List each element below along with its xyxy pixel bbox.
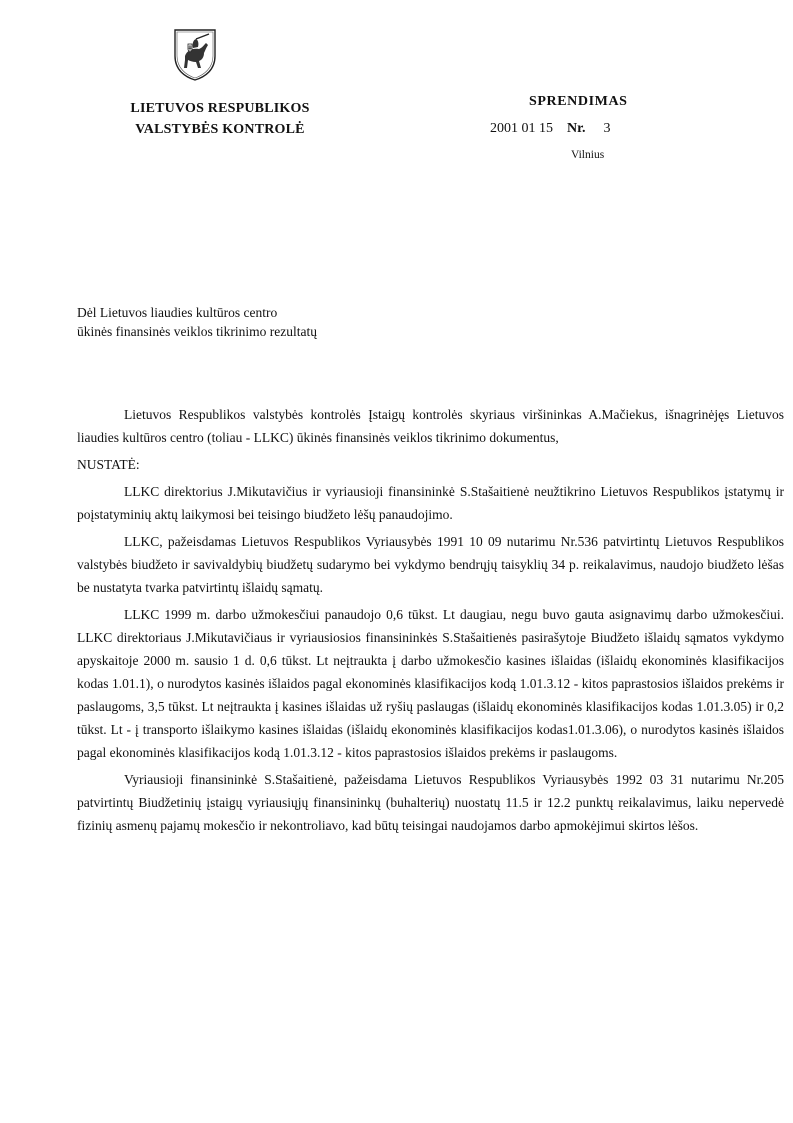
- document-subject: [77, 303, 317, 341]
- document-place: Vilnius: [571, 149, 605, 161]
- document-date: 2001 01 15: [490, 121, 553, 136]
- body-heading-nustate: NUSTATĖ:: [77, 457, 140, 472]
- body-paragraph: LLKC, pažeisdamas Lietuvos Respublikos Vyriausybės 1991 10 09 nutarimu Nr.536 patvirtintų Lietuvos Respublikos valstybės biudžeto ir savivaldybių biudžetų sudarymo bei vykdymo bendrųjų taisyklių 34 p. reikalavimus, naudojo biudžeto lėšas be nustatyta tvarka patvirtintų išlaidų sąmatų.: [77, 534, 784, 595]
- org-name-line1: LIETUVOS RESPUBLIKOS: [130, 101, 310, 116]
- body-paragraph: Vyriausioji finansininkė S.Stašaitienė, pažeisdama Lietuvos Respublikos Vyriausybės 1992 03 31 nutarimu Nr.205 patvirtintų Biudžetinių įstaigų vyriausiųjų finansininkų (buhalterių) nuostatų 11.5 ir 12.2 punktų reikalavimus, laiku nepervedė fizinių asmenų pajamų mokesčio ir nekontroliavo, kad būtų teisingai naudojamos darbo apmokėjimui skirtos lėšos.: [77, 772, 784, 833]
- document-body: [77, 403, 784, 841]
- issuing-organization: [98, 98, 342, 140]
- document-meta: [490, 121, 611, 137]
- subject-line2: ūkinės finansinės veiklos tikrinimo rezultatų: [77, 324, 317, 339]
- document-type: SPRENDIMAS: [529, 94, 628, 109]
- body-paragraph: LLKC 1999 m. darbo užmokesčiui panaudojo 0,6 tūkst. Lt daugiau, negu buvo gauta asignavimų darbo užmokesčiui. LLKC direktoriaus J.Mikutavičiaus ir vyriausiosios finansininkės S.Stašaitienės pasirašytoje Biudžeto išlaidų sąmatos vykdymo apyskaitoje 2000 m. sausio 1 d. 0,6 tūkst. Lt neįtraukta į darbo užmokesčio kasines išlaidas (išlaidų ekonominės klasifikacijos kodas 1.01.1), o nurodytos kasinės išlaidos pagal ekonominės klasifikacijos kodą 1.01.3.12 - kitos paprastosios išlaidos prekėms ir paslaugoms, 3,5 tūkst. Lt neįtraukta į kasines išlaidas už ryšių paslaugas (išlaidų ekonominės klasifikacijos kodas 1.01.3.05) ir 0,2 tūkst. Lt - į transporto išlaikymo kasines išlaidas (išlaidų ekonominės klasifikacijos kodas1.01.3.06), o nurodytos kasinės išlaidos pagal ekonominės klasifikacijos kodą 1.01.3.12 - kitos paprastosios išlaidos prekėms ir paslaugoms.: [77, 607, 784, 760]
- body-paragraph: LLKC direktorius J.Mikutavičius ir vyriausioji finansininkė S.Stašaitienė neužtikrino Lietuvos Respublikos įstatymų ir poįstatyminių aktų laikymosi bei teisingo biudžeto lėšų panaudojimo.: [77, 484, 784, 522]
- document-number: 3: [603, 121, 611, 136]
- lithuanian-coat-of-arms-icon: [171, 26, 219, 82]
- document-number-label: Nr.: [567, 121, 586, 136]
- subject-line1: Dėl Lietuvos liaudies kultūros centro: [77, 305, 278, 320]
- body-paragraph: Lietuvos Respublikos valstybės kontrolės Įstaigų kontrolės skyriaus viršininkas A.Mačiekus, išnagrinėjęs Lietuvos liaudies kultūros centro (toliau - LLKC) ūkinės finansinės veiklos tikrinimo dokumentus,: [77, 407, 784, 445]
- org-name-line2: VALSTYBĖS KONTROLĖ: [135, 122, 305, 137]
